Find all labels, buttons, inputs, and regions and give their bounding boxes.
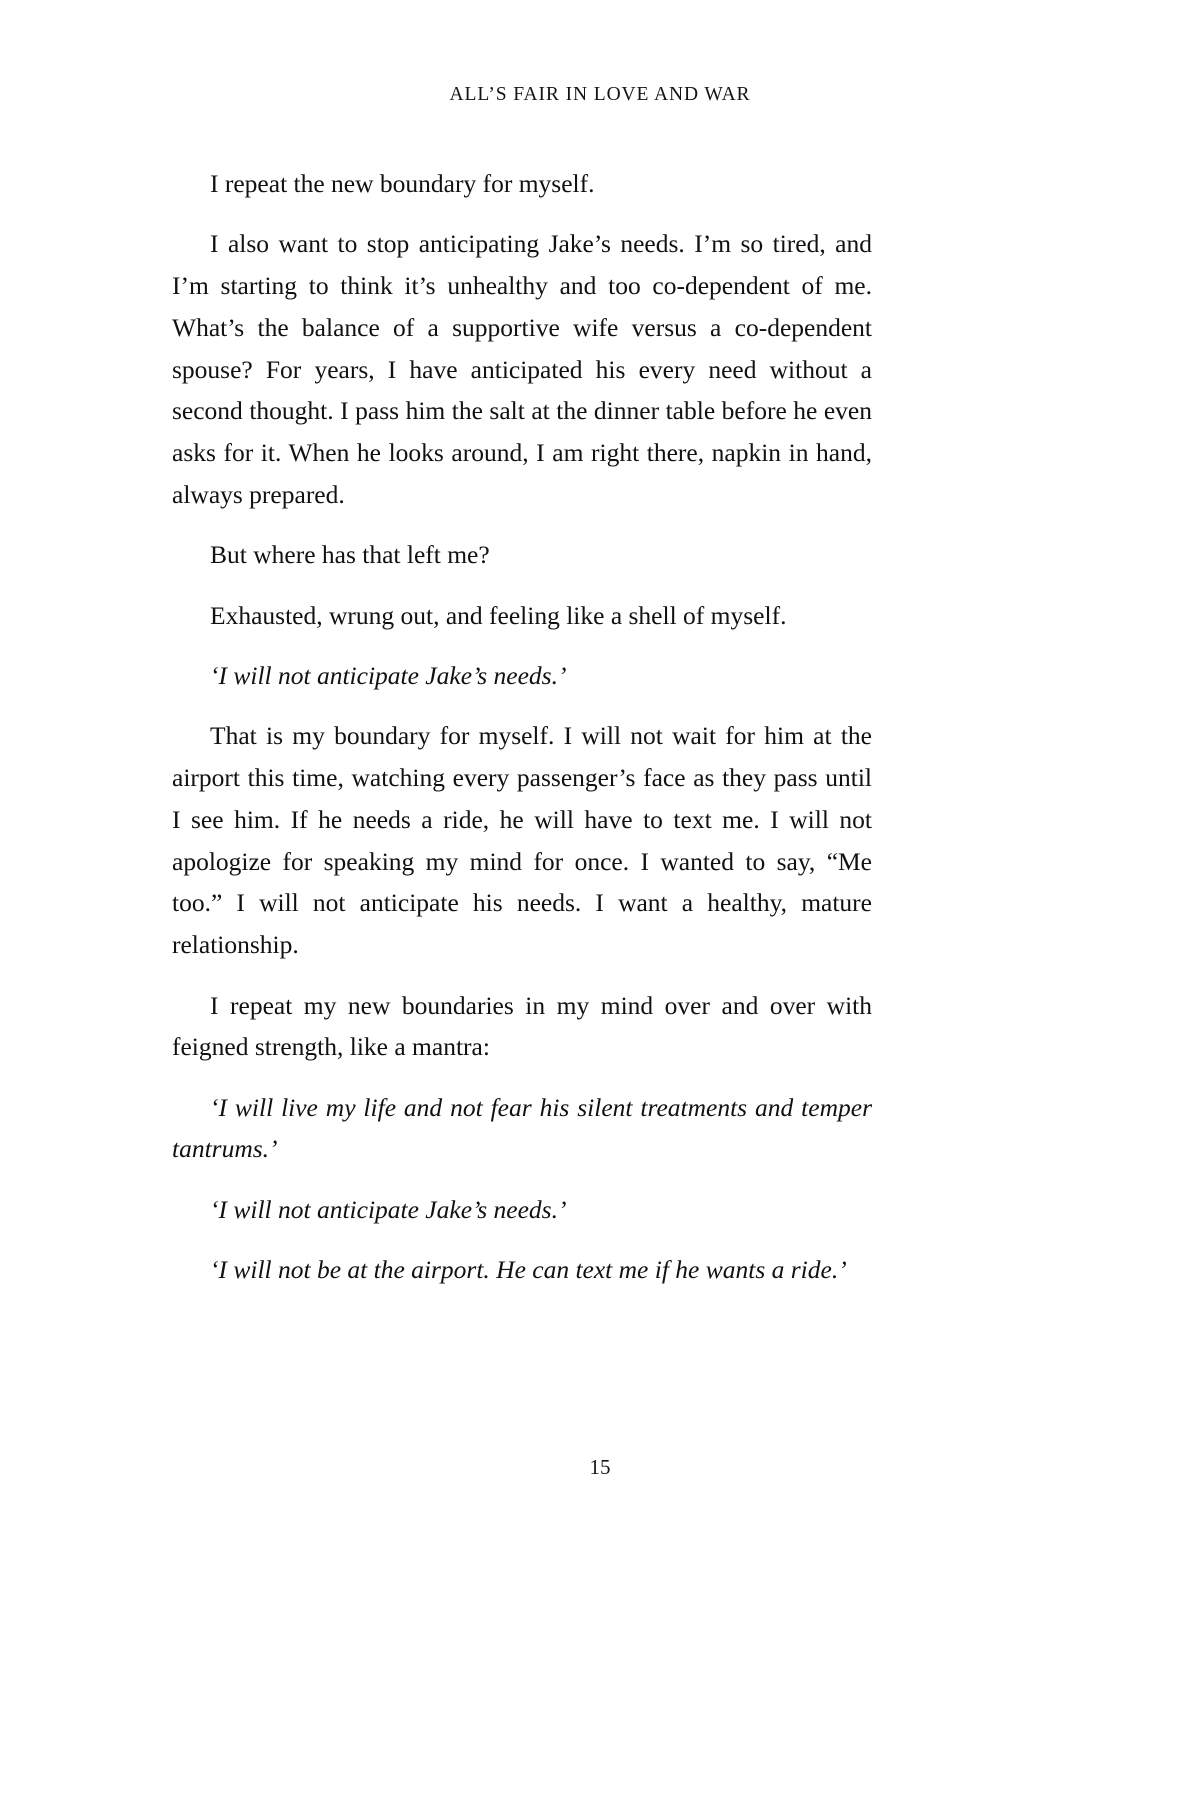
running-head: ALL’S FAIR IN LOVE AND WAR [449,84,751,105]
paragraph-4: Exhausted, wrung out, and feeling like a shell of myself. [210,600,787,630]
paragraph-5: That is my boundary for myself. I will not wait for him at the airport this time, watching every passenger’s face as they pass until I see him. If he needs a ride, he will have to text me. I will not apologize for speaking my mind for once. I wanted to say, “Me too.” I will not anticipate his needs. I want a healthy, mature relationship. [172,721,872,960]
mantra-4: ‘I will not be at the airport. He can text me if he wants a ride.’ [210,1255,847,1285]
mantra-1: ‘I will not anticipate Jake’s needs.’ [210,660,567,690]
mantra-2: ‘I will live my life and not fear his silent treatments and temper tantrums.’ [172,1092,872,1164]
paragraph-2: I also want to stop anticipating Jake’s needs. I’m so tired, and I’m starting to think it’s unhealthy and too co-dependent of me. What’s the balance of a supportive wife versus a co-dependent spouse? For years, I have anticipated his every need without a second thought. I pass him the salt at the dinner table before he even asks for it. When he looks around, I am right there, napkin in hand, always prepared. [172,229,872,510]
paragraph-6: I repeat my new boundaries in my mind over and over with feigned strength, like a mantra: [172,990,872,1062]
body-text-block [172,163,872,1291]
paragraph-1: I repeat the new boundary for myself. [210,169,595,198]
mantra-3: ‘I will not anticipate Jake’s needs.’ [210,1194,567,1224]
page-number: 15 [589,1455,611,1479]
paragraph-3: But where has that left me? [210,540,490,570]
